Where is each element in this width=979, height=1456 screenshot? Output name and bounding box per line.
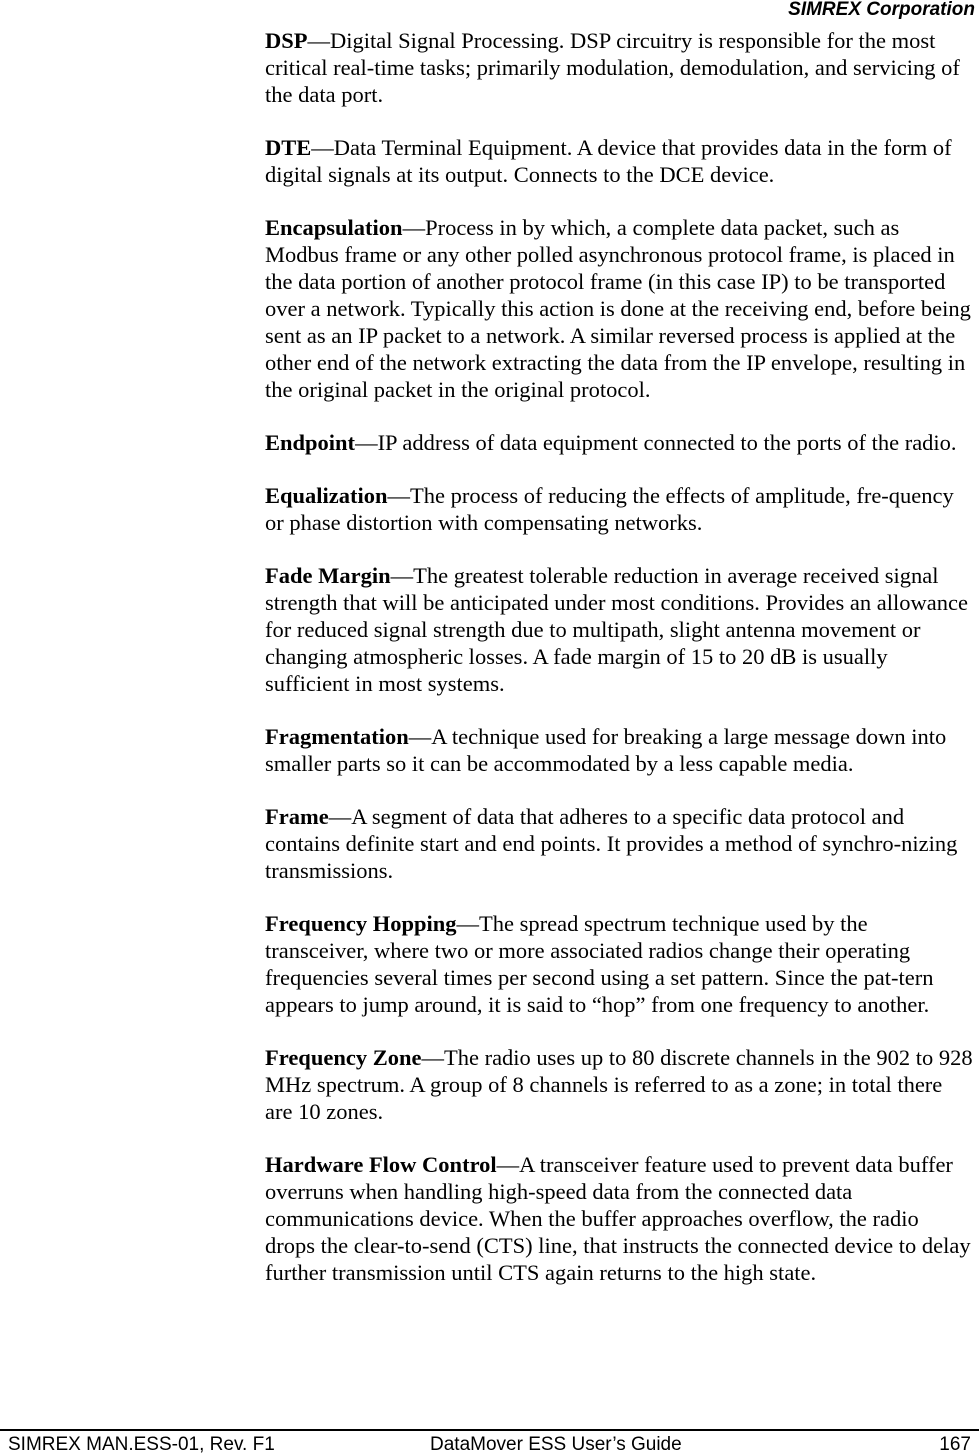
glossary-term: Fade Margin <box>265 563 391 588</box>
glossary-definition: —Data Terminal Equipment. A device that provides data in the form of digital signals at its output. Connects to the DCE device. <box>265 135 952 187</box>
glossary-entry-dte <box>265 134 973 188</box>
page-footer <box>0 1434 979 1456</box>
glossary-definition: —The spread spectrum technique used by the transceiver, where two or more associated radios change their operating frequencies several times per second using a set pattern. Since the pat-tern appears to jump around, it is said to “hop” from one frequency to another. <box>265 911 934 1017</box>
glossary-definition: —The greatest tolerable reduction in average received signal strength that will be anticipated under most conditions. Provides an allowance for reduced signal strength due to multipath, slight antenna movement or changing atmospheric losses. A fade margin of 15 to 20 dB is usually sufficient in most systems. <box>265 563 968 696</box>
glossary-entry-frequency-zone <box>265 1044 973 1125</box>
glossary-entry-frequency-hopping <box>265 910 973 1018</box>
glossary-definition: —Process in by which, a complete data packet, such as Modbus frame or any other polled asynchronous protocol frame, is placed in the data portion of another protocol frame (in this case IP) to be transported over a network. Typically this action is done at the receiving end, before being sent as an IP packet to a network. A similar reversed process is applied at the other end of the network extracting the data from the IP envelope, resulting in the original packet in the original protocol. <box>265 215 971 402</box>
glossary-definition: —Digital Signal Processing. DSP circuitry is responsible for the most critical real-time tasks; primarily modulation, demodulation, and servicing of the data port. <box>265 28 960 107</box>
footer-title: DataMover ESS User’s Guide <box>430 1434 682 1455</box>
glossary-term: Frequency Zone <box>265 1045 422 1070</box>
glossary-entry-fade-margin <box>265 562 973 697</box>
glossary-entry-fragmentation <box>265 723 973 777</box>
company-header: SIMREX Corporation <box>788 0 975 20</box>
glossary-entry-encapsulation <box>265 214 973 403</box>
glossary-term: DTE <box>265 135 312 160</box>
glossary-entry-equalization <box>265 482 973 536</box>
glossary-term: Frequency Hopping <box>265 911 457 936</box>
glossary-definition: —The process of reducing the effects of amplitude, fre-quency or phase distortion with compensating networks. <box>265 483 954 535</box>
glossary-entry-frame <box>265 803 973 884</box>
glossary-term: Equalization <box>265 483 388 508</box>
footer-page-number: 167 <box>939 1434 971 1455</box>
glossary-entry-endpoint <box>265 429 973 456</box>
glossary-definition: —A segment of data that adheres to a specific data protocol and contains definite start and end points. It provides a method of synchro-nizing transmissions. <box>265 804 958 883</box>
glossary-definition: —A technique used for breaking a large message down into smaller parts so it can be accommodated by a less capable media. <box>265 724 947 776</box>
glossary-list <box>265 27 973 1312</box>
glossary-term: Fragmentation <box>265 724 409 749</box>
glossary-definition: —IP address of data equipment connected to the ports of the radio. <box>355 430 957 455</box>
glossary-term: Encapsulation <box>265 215 403 240</box>
glossary-entry-dsp <box>265 27 973 108</box>
glossary-term: Frame <box>265 804 329 829</box>
glossary-term: Hardware Flow Control <box>265 1152 497 1177</box>
glossary-term: DSP <box>265 28 308 53</box>
glossary-term: Endpoint <box>265 430 356 455</box>
footer-document-id: SIMREX MAN.ESS-01, Rev. F1 <box>8 1434 275 1455</box>
footer-divider <box>0 1429 979 1431</box>
glossary-definition: —The radio uses up to 80 discrete channels in the 902 to 928 MHz spectrum. A group of 8 channels is referred to as a zone; in total there are 10 zones. <box>265 1045 973 1124</box>
glossary-entry-hardware-flow-control <box>265 1151 973 1286</box>
glossary-definition: —A transceiver feature used to prevent data buffer overruns when handling high-speed data from the connected data communications device. When the buffer approaches overflow, the radio drops the clear-to-send (CTS) line, that instructs the connected device to delay further transmission until CTS again returns to the high state. <box>265 1152 971 1285</box>
